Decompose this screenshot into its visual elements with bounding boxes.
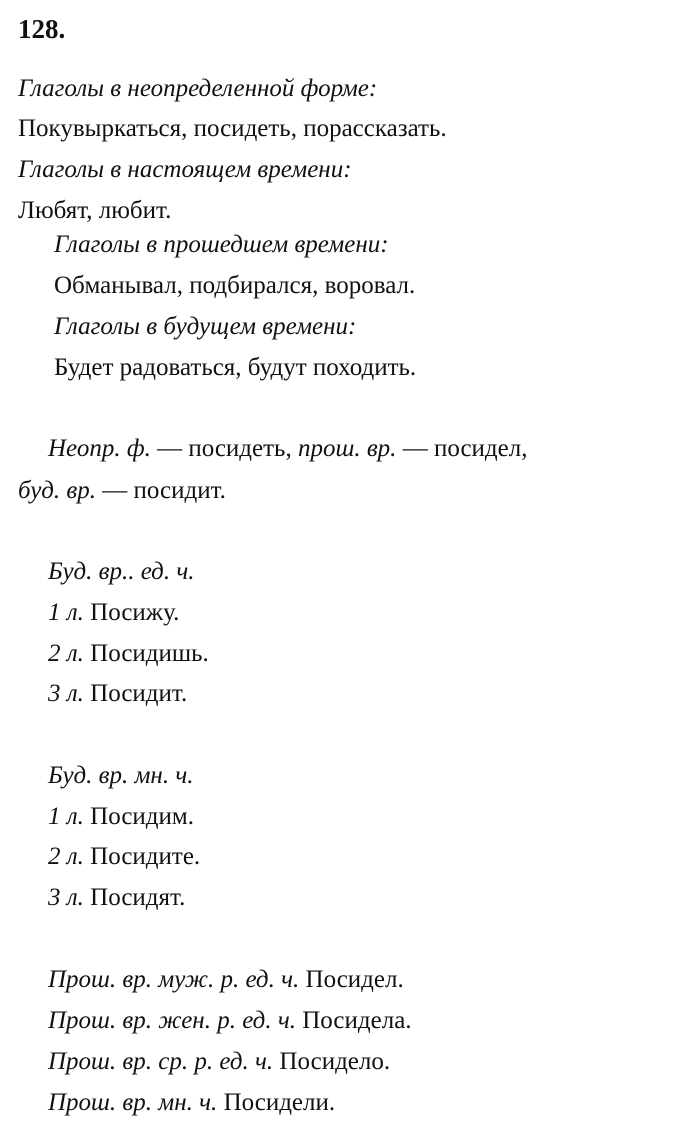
- future-words: Будет радоваться, будут походить.: [54, 354, 417, 381]
- future-plural-row: [48, 802, 194, 832]
- infinitive-label: Неопр. ф.: [48, 435, 151, 462]
- past-form-row: [48, 1047, 390, 1077]
- future-label: буд. вр.: [18, 477, 97, 504]
- future-value: — посидит.: [96, 477, 226, 504]
- present-words: Любят, любит.: [18, 197, 172, 224]
- person-label: 1 л.: [48, 803, 84, 830]
- future-heading: Глаголы в будущем времени:: [54, 313, 357, 340]
- verb-form: Посижу.: [83, 599, 180, 626]
- forms-summary-line-2: [18, 476, 226, 506]
- infinitive-words: Покувыркаться, посидеть, порассказать.: [18, 115, 447, 142]
- person-label: 3 л.: [48, 680, 84, 707]
- future-singular-row: [48, 598, 179, 628]
- present-heading: Глаголы в настоящем времени:: [18, 156, 352, 183]
- infinitive-heading: Глаголы в неопределенной форме:: [18, 75, 378, 102]
- grammar-label: Прош. вр. мн. ч.: [48, 1089, 218, 1116]
- person-label: 3 л.: [48, 884, 84, 911]
- future-plural-heading: Буд. вр. мн. ч.: [48, 762, 194, 789]
- past-label: прош. вр.: [297, 435, 397, 462]
- past-value: — посидел,: [396, 435, 528, 462]
- forms-summary-line-1: [48, 434, 527, 464]
- future-singular-row: [48, 639, 209, 669]
- infinitive-value: — посидеть,: [150, 435, 298, 462]
- grammar-label: Прош. вр. ср. р. ед. ч.: [48, 1048, 274, 1075]
- verb-form: Посидел.: [299, 966, 404, 993]
- person-label: 2 л.: [48, 640, 84, 667]
- person-label: 2 л.: [48, 843, 84, 870]
- future-singular-row: [48, 679, 187, 709]
- verb-form: Посидите.: [83, 843, 201, 870]
- past-form-row: [48, 1006, 412, 1036]
- past-heading: Глаголы в прошедшем времени:: [54, 231, 389, 258]
- verb-form: Посидело.: [273, 1048, 391, 1075]
- verb-form: Посидела.: [296, 1007, 412, 1034]
- verb-form: Посидим.: [83, 803, 194, 830]
- verb-form: Посидишь.: [83, 640, 209, 667]
- grammar-label: Прош. вр. муж. р. ед. ч.: [48, 966, 300, 993]
- past-form-row: [48, 1088, 335, 1118]
- person-label: 1 л.: [48, 599, 84, 626]
- verb-form: Посидят.: [83, 884, 186, 911]
- past-form-row: [48, 965, 404, 995]
- exercise-number: 128.: [18, 14, 66, 44]
- verb-form: Посидели.: [217, 1089, 336, 1116]
- past-words: Обманывал, подбирался, воровал.: [54, 272, 416, 299]
- grammar-label: Прош. вр. жен. р. ед. ч.: [48, 1007, 296, 1034]
- verb-form: Посидит.: [83, 680, 188, 707]
- future-plural-row: [48, 842, 200, 872]
- future-plural-row: [48, 883, 185, 913]
- future-singular-heading: Буд. вр.. ед. ч.: [48, 558, 195, 585]
